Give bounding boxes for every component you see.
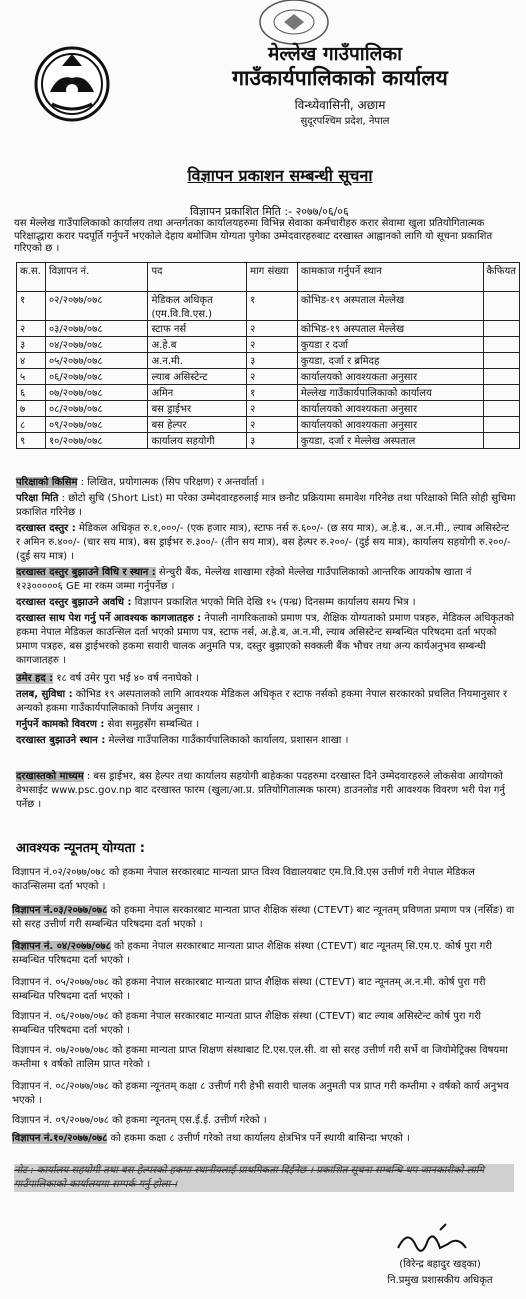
notice-title: विज्ञापन प्रकाशन सम्बन्धी सूचना [187,166,373,185]
office-province: सुदूरपश्चिम प्रदेश, नेपाल [300,116,390,127]
table-cell: ०५/२०७७/०७८ [45,353,147,369]
table-cell: ५ [17,369,46,385]
age-limit-label: उमेर हद : [16,673,54,684]
documents-line [16,612,516,668]
salary-text: कोभिड १९ अस्पतालको लागि आवश्यक मेडिकल अधिकृत र स्टाफ नर्सको हकमा नेपाल सरकारको प्रचलित नियमानुसार र अन्यको हकमा गाउँकार्यपालिकाको निर्णय अनुसार । [16,689,508,714]
table-row [17,385,520,401]
table-cell: कोभिड-१९ अस्पताल मेल्लेख [297,321,483,337]
application-medium-line [16,770,516,812]
table-cell: २ [247,369,298,385]
table-cell: ०२/२०७७/०७८ [45,292,147,321]
table-cell: कोभिड-१९ अस्पताल मेल्लेख [297,292,483,321]
exam-date-text: : छोटो सुचि (Short List) मा परेका उम्मेदवारहरुलाई मात्र छनौट प्रक्रियामा समावेश गरिनेछ तथा परिक्षाको मिति सोही सुचिमा प्रकाशित गरिनेछ । [16,493,516,518]
payment-method-text: सेन्चुरी बैंक, मेल्लेख शाखामा रहेको मेल्लेख गाउँपालिकाको आन्तरिक आयकोष खाता नं १२३०००००६ GE मा रकम जम्मा गर्नुपर्नेछ । [16,567,472,592]
table-cell: अ.न.मी. [148,353,247,369]
table-row [17,321,520,337]
qualification-item [12,904,517,931]
table-cell: २ [17,321,46,337]
qualification-item [12,1080,517,1107]
notice-intro: यस मेल्लेख गाउँपालिकाको कार्यालय तथा अन्तर्गतका कार्यालयहरुमा विभिन्न सेवाका कर्मचारीहरु करार सेवामा खुला प्रतियोगितात्मक परिक्षाद्धारा करार पदपूर्ति गर्नुपर्ने भएकोले देहाय बमोजिम योग्यता पुगेका उम्मेदवारहरुबाट दरखास्त आह्वानको लागि यो सूचना प्रकाशित गरिएको छ । [14,218,493,254]
table-cell: बस ड्राईभर [148,401,247,417]
col-header-remarks: कैफियत [483,263,519,292]
table-cell: कुयडा र दर्जा [297,337,483,353]
table-cell: ल्याब असिस्टेन्ट [148,369,247,385]
table-cell: ३ [247,433,298,449]
table-cell: २ [247,417,298,433]
work-detail-label: गर्नुपर्ने कामको विवरण : [16,719,105,730]
table-cell: कार्यालयको आवश्यकता अनुसार [297,417,483,433]
qualification-label: विज्ञापन नं.०३/२०७७/०७८ [12,905,108,916]
table-cell [483,353,519,369]
fee-period-line [16,596,516,610]
qualification-item [12,976,517,1003]
table-cell: २ [247,401,298,417]
table-cell [483,433,519,449]
payment-method-line [16,566,516,594]
qualification-item [12,940,517,967]
col-header-sn: क.स. [17,263,46,292]
work-detail-text: सेवा समुहसँग सम्बन्धित । [107,719,200,730]
nepal-emblem-icon [32,44,112,124]
table-cell: ०६/२०७७/०७८ [45,369,147,385]
signatory-title: नि.प्रमुख प्रशासकीय अधिकृत [387,1275,493,1286]
fee-text: मेडिकल अधिकृत रु.१,०००/- (एक हजार मात्र), स्टाफ नर्स रु.६००/- (छ सय मात्र), अ.हे.ब., अ.न.मी., ल्याब असिस्टेन्ट र अमिन रु.४००/- (चार सय मात्र), बस ड्राईभर रु.३००/- (तीन सय मात्र), बस हेल्पर रु.२००/- (दुई सय मात्र), कार्यालय सहयोगी रु.२००/- (दुई सय मात्र) । [16,523,511,562]
qualification-text: विज्ञापन नं. ०६/२०७७/०७८ को हकमा नेपाल सरकारबाट मान्यता प्राप्त शैक्षिक संस्था (CTEVT) बाट ल्याब असिस्टेन्ट कोर्ष पुरा गरी सम्बन्धित परिषदमा दर्ता भएको । [12,1011,481,1036]
table-cell: अ.हे.ब [148,337,247,353]
exam-type-line [16,476,516,490]
qualification-text: को हकमा नेपाल सरकारबाट मान्यता प्राप्त शैक्षिक संस्था (CTEVT) बाट न्यूनतम् प्रविणता प्रमाण पत्र (नर्सिङ) वा सो सरह उत्तीर्ण गरी सम्बन्धित परिषदमा दर्ता भएको । [12,905,515,930]
table-cell: ४ [17,353,46,369]
table-cell [483,337,519,353]
table-cell: ०७/२०७७/०७८ [45,385,147,401]
age-limit-line [16,672,516,686]
col-header-count: माग संख्या [247,263,298,292]
office-address: विन्ध्येवासिनी, अछाम [294,98,386,112]
exam-date-label: परिक्षा मिति [16,493,59,504]
table-cell: ८ [17,417,46,433]
fee-period-label: दरखास्त दस्तुर बुझाउने अवधि : [16,597,132,608]
qualification-text: विज्ञापन नं. ०७/२०७७/०७८ को हकमा मान्यता प्राप्त शिक्षण संस्थाबाट टि.एस.एल.सी. वा सो सरह उत्तीर्ण गरी सर्भे वा जियोमेट्रिक्स विषयमा कम्तीमा १ वर्षको तालिम प्राप्त गरेको । [12,1045,508,1070]
fee-label: दरखास्त दस्तुर : [16,523,76,534]
work-detail-line [16,718,516,732]
qualification-item [12,866,517,893]
table-cell: मेडिकल अधिकृत (एम.वि.वि.एस.) [148,292,247,321]
col-header-post: पद [148,263,247,292]
age-limit-text: १८ वर्ष उमेर पुरा भई ४० वर्ष ननाघेको । [56,673,199,684]
exam-type-text: : लिखित, प्रयोगात्मक (सिप परिक्षण) र अन्तर्वार्ता । [80,477,265,488]
table-cell: ०३/२०७७/०७८ [45,321,147,337]
submit-place-label: दरखास्त बुझाउने स्थान : [16,735,106,746]
exam-date-line [16,492,516,520]
publish-date: विज्ञापन प्रकाशित मिति :- २०७७/०६/०६ [190,205,349,218]
table-cell: २ [247,321,298,337]
col-header-location: कामकाज गर्नुपर्ने स्थान [297,263,483,292]
table-cell: १ [17,292,46,321]
qualification-label: विज्ञापन नं. ०४/२०७७/०७८ [12,941,111,952]
table-cell [483,417,519,433]
table-cell: १ [247,385,298,401]
fee-period-text: विज्ञापन प्रकाशित भएको मिति देखि १५ (पन्ध्र) दिनसम्म कार्यालय समय भित्र । [134,597,416,608]
submit-place-line [16,734,516,748]
qualification-text: को हकमा नेपाल सरकारबाट मान्यता प्राप्त शैक्षिक संस्था (CTEVT) बाट न्यूनतम् सि.एम.ए. कोर्ष पुरा गरी सम्बन्धित परिषदमा दर्ता भएको । [12,941,492,966]
salary-line [16,688,516,716]
qualification-title: आवश्यक न्यूनतम् योग्यता : [16,841,145,856]
table-row [17,401,520,417]
qualification-item [12,1132,517,1146]
signatory-name: (विरेन्द्र बहादुर खड्का) [399,1259,481,1270]
table-cell [483,321,519,337]
table-row [17,337,520,353]
submit-place-text: मेल्लेख गाउँपालिका गाउँकार्यपालिकाको कार्यालय, प्रशासन शाखा । [108,735,349,746]
exam-type-label: परिक्षाको किसिम [16,477,78,488]
table-cell: ७ [17,401,46,417]
table-cell: कुयडा, दर्जा र ब्रमिदह [297,353,483,369]
payment-method-label: दरखास्त दस्तुर बुझाउने विधि र स्थान : [16,567,156,578]
fee-line [16,522,516,564]
table-row [17,433,520,449]
application-medium-text: : बस ड्राईभर, बस हेल्पर तथा कार्यालय सहयोगी बाहेकका पदहरुमा दरखास्त दिने उम्मेदवारहरुले लोकसेवा आयोगको वेभसाईट www.psc.gov.np बाट दरखास्त फारम (खुला/आ.प्र. प्रतियोगितात्मक फारम) डाउनलोड गरी आवश्यक विवरण भरी पेश गर्नु पर्नेछ । [16,771,505,810]
table-cell: १०/२०७७/०७८ [45,433,147,449]
table-cell: ०४/२०७७/०७८ [45,337,147,353]
table-cell: ३ [247,353,298,369]
salary-label: तलब, सुविधा : [16,689,73,700]
table-cell: स्टाफ नर्स [148,321,247,337]
qualification-item [12,1114,517,1128]
qualification-label: विज्ञापन नं.१०/२०७७/०७८ [12,1133,108,1144]
table-row [17,369,520,385]
qualification-text: विज्ञापन नं. ०८/२०७७/०७८ को हकमा न्यूनतम् कक्षा ८ उत्तीर्ण गरी हेभी सवारी चालक अनुमती पत्र प्राप्त गरी कम्तीमा २ वर्षको कार्य अनुभव भएको । [12,1081,509,1106]
table-cell [483,292,519,321]
table-cell: मेल्लेख गाउँकार्यपालिकाको कार्यालय [297,385,483,401]
documents-label: दरखास्त साथ पेश गर्नु पर्ने आवश्यक कागजातहरु : [16,613,202,624]
table-cell: अमिन [148,385,247,401]
table-cell: ९ [17,433,46,449]
table-cell: १ [247,292,298,321]
col-header-ad-no: विज्ञापन नं. [45,263,147,292]
municipality-name: मेल्लेख गाउँपालिका [267,43,403,65]
table-cell [483,369,519,385]
table-cell [483,401,519,417]
qualification-text: विज्ञापन नं. ०९/२०७७/०७८ को हकमा न्यूनतम् एस.ई.ई. उत्तीर्ण गरेको । [12,1115,267,1126]
qualification-text: विज्ञापन नं. ०५/२०७७/०७८ को हकमा नेपाल सरकारबाट मान्यता प्राप्त शैक्षिक संस्था (CTEVT) बाट न्यूनतम् अ.न.मी. कोर्ष पुरा गरी सम्बन्धित परिषदमा दर्ता भएको । [12,977,486,1002]
qualification-text: को हकमा कक्षा ८ उत्तीर्ण गरेको तथा कार्यालय क्षेत्रभित्र पर्ने स्थायी बासिन्दा भएको । [107,1133,410,1144]
qualification-item [12,1010,517,1037]
table-cell: २ [247,337,298,353]
table-cell: ०८/२०७७/०७८ [45,401,147,417]
office-name: गाउँकार्यपालिकाको कार्यालय [232,66,448,90]
qualification-text: विज्ञापन नं.०२/२०७७/०७८ को हकमा नेपाल सरकारबाट मान्यता प्राप्त विश्व विद्यालयबाट एम.वि.वि.एस उत्तीर्ण गरी नेपाल मेडिकल काउन्सिलमा दर्ता भएको । [12,867,475,892]
vacancy-table [16,262,520,449]
application-medium-label: दरखास्तको माध्यम [16,771,84,782]
table-cell: ६ [17,385,46,401]
table-cell: कार्यालयको आवश्यकता अनुसार [297,369,483,385]
footer-note: नोट : कार्यालय सहयोगी तथा बस हेल्परको हकमा स्थानीयलाई प्राथमिकता दिईनेछ । प्रकाशित सूचना सम्बन्धि थप जानकारीको लागि गाउँपालिकाको कार्यालयमा सम्पर्क गर्नु होला । [14,1164,514,1192]
table-cell [483,385,519,401]
documents-text: नेपाली नागरिकताको प्रमाण पत्र, शैक्षिक योग्यताको प्रमाण पत्रहरु, मेडिकल अधिकृतको हकमा नेपाल मेडिकल काउन्सिल दर्ता भएको प्रमाण पत्र, स्टाफ नर्स, अ.हे.ब, अ.न.मी, ल्याब असिस्टेन्ट सम्बन्धित परिषदमा दर्ता भएको प्रमाण पत्रहरु, बस ड्राईभरको हकमा सवारी चालक अनुमति पत्र, दस्तुर बुझाएको सक्कली बैंक भौचर तथा अन्य कार्यअनुभव सम्बन्धी कागजातहरु । [16,613,515,666]
table-header-row [17,263,520,292]
table-row [17,292,520,321]
table-row [17,353,520,369]
table-cell: कार्यालय सहयोगी [148,433,247,449]
table-cell: ३ [17,337,46,353]
table-cell: कुयडा, दर्जा र मेल्लेख अस्पताल [297,433,483,449]
table-cell: ०९/२०७७/०७८ [45,417,147,433]
table-row [17,417,520,433]
table-cell: बस हेल्पर [148,417,247,433]
qualification-item [12,1044,517,1071]
table-cell: कार्यालयको आवश्यकता अनुसार [297,401,483,417]
